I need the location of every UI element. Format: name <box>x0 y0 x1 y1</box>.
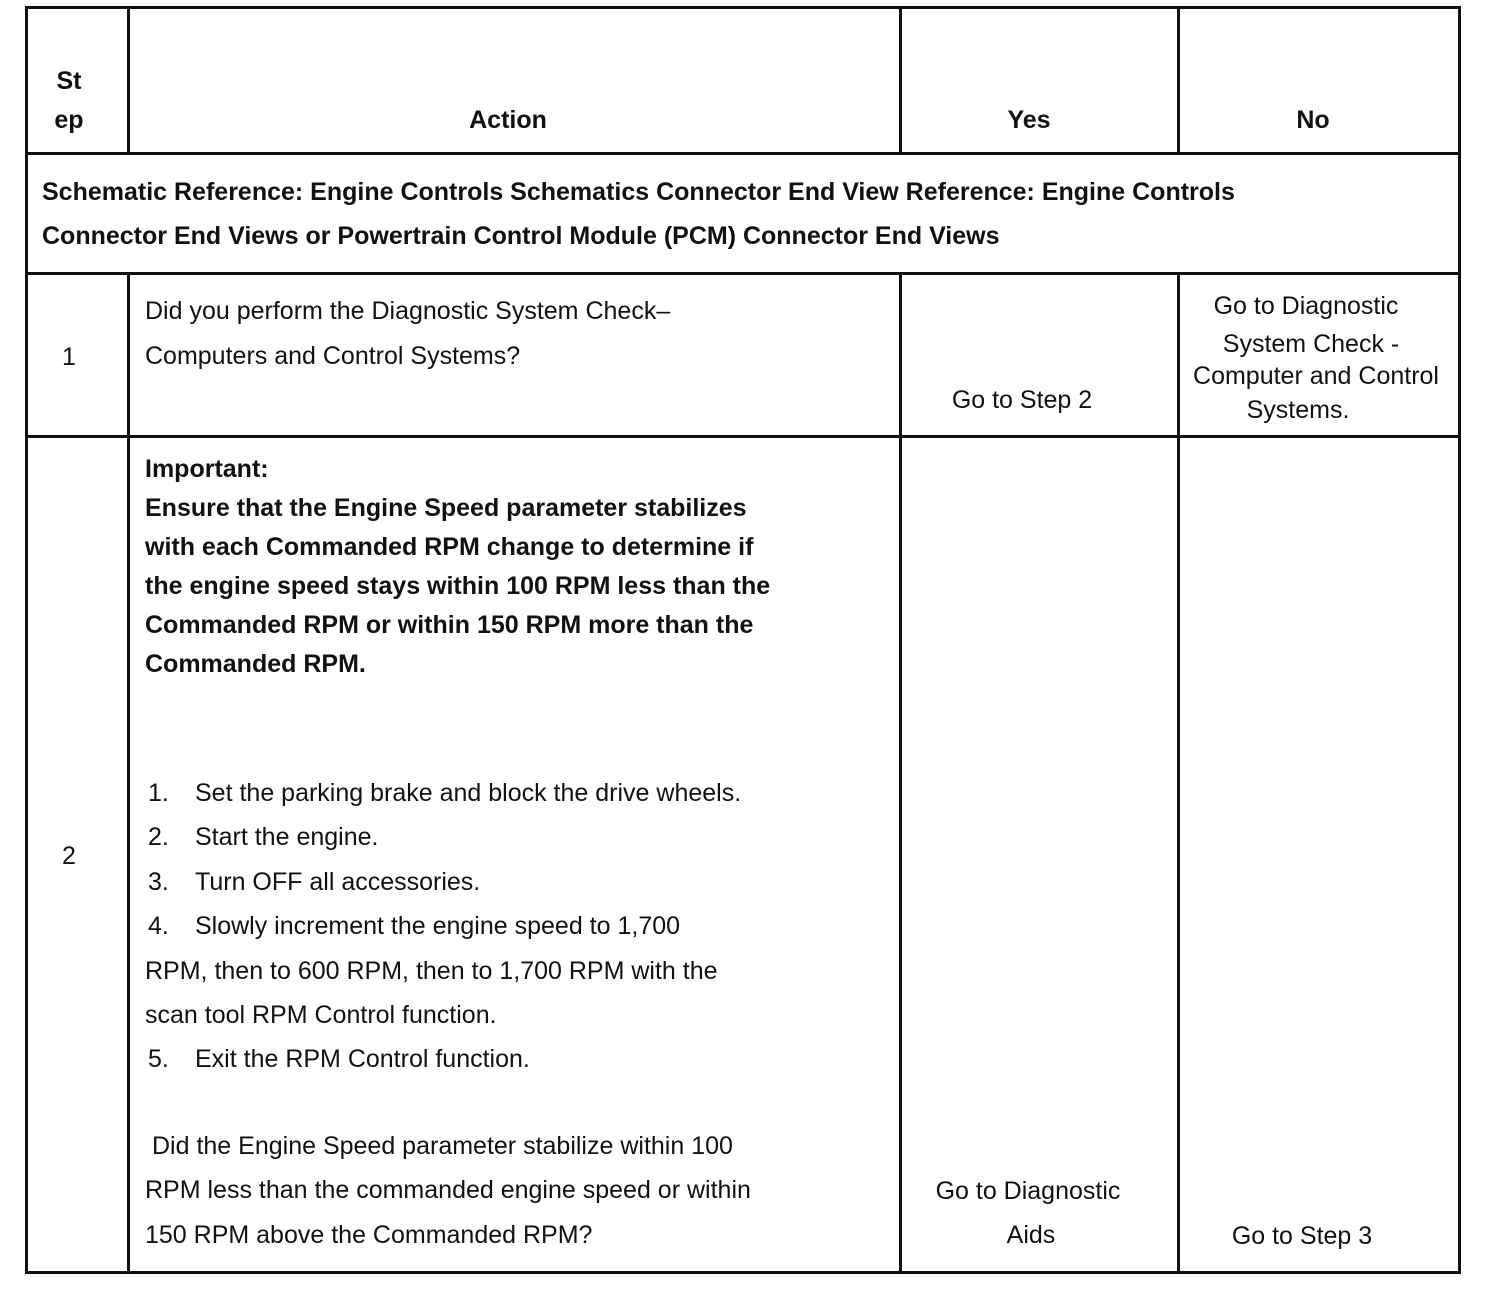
schematic-reference: Schematic Reference: Engine Controls Schematics Connector End View Reference: Engine Controls Connector End Views or Powertrain Control Module (PCM) Connector End Views <box>42 178 1235 250</box>
header-action: Action <box>469 106 547 134</box>
list-item: 3. Turn OFF all accessories. <box>148 867 481 896</box>
header-no: No <box>1296 106 1330 134</box>
list-item: 4. Slowly increment the engine speed to 1,700 <box>148 912 681 941</box>
list-item: 2. Start the engine. <box>148 823 379 852</box>
column-divider <box>127 272 130 1271</box>
step1-yes: Go to Step 2 <box>951 386 1093 414</box>
step1-no: Go to Diagnostic System Check - Computer and Control Systems. <box>1193 292 1439 424</box>
step1-divider <box>28 435 1458 438</box>
important-note: Important: Ensure that the Engine Speed parameter stabilizes with each Commanded RPM change to determine if the engine speed stays within 100 RPM less than the Commanded RPM or within 150 RPM more than the Commanded RPM. <box>145 455 771 678</box>
step2-yes: Go to Diagnostic Aids <box>935 1177 1121 1250</box>
step2-no: Go to Step 3 <box>1231 1222 1373 1250</box>
column-divider <box>899 272 902 1271</box>
list-item: 5. Exit the RPM Control function. <box>148 1045 530 1074</box>
header-step: St ep <box>54 67 84 134</box>
step1-action: Did you perform the Diagnostic System Check– Computers and Control Systems? <box>145 297 671 370</box>
procedure-list: 1. Set the parking brake and block the drive wheels. 2. Start the engine. 3. Turn OFF all accessories. 4. Slowly increment the engine speed to 1,700 RPM, then to 600 RPM, then to 1,700 RPM with the scan tool RPM Control function. 5. Exit the RPM Control function. <box>145 771 741 1082</box>
header-divider <box>28 152 1458 155</box>
list-item: 1. Set the parking brake and block the drive wheels. <box>148 779 742 807</box>
header-yes: Yes <box>1007 106 1051 134</box>
step2-question: Did the Engine Speed parameter stabilize within 100 RPM less than the commanded engine speed or within 150 RPM above the Commanded RPM? <box>145 1132 751 1249</box>
reference-divider <box>28 272 1458 275</box>
step-number: 1 <box>62 343 76 371</box>
step-number: 2 <box>62 842 76 870</box>
